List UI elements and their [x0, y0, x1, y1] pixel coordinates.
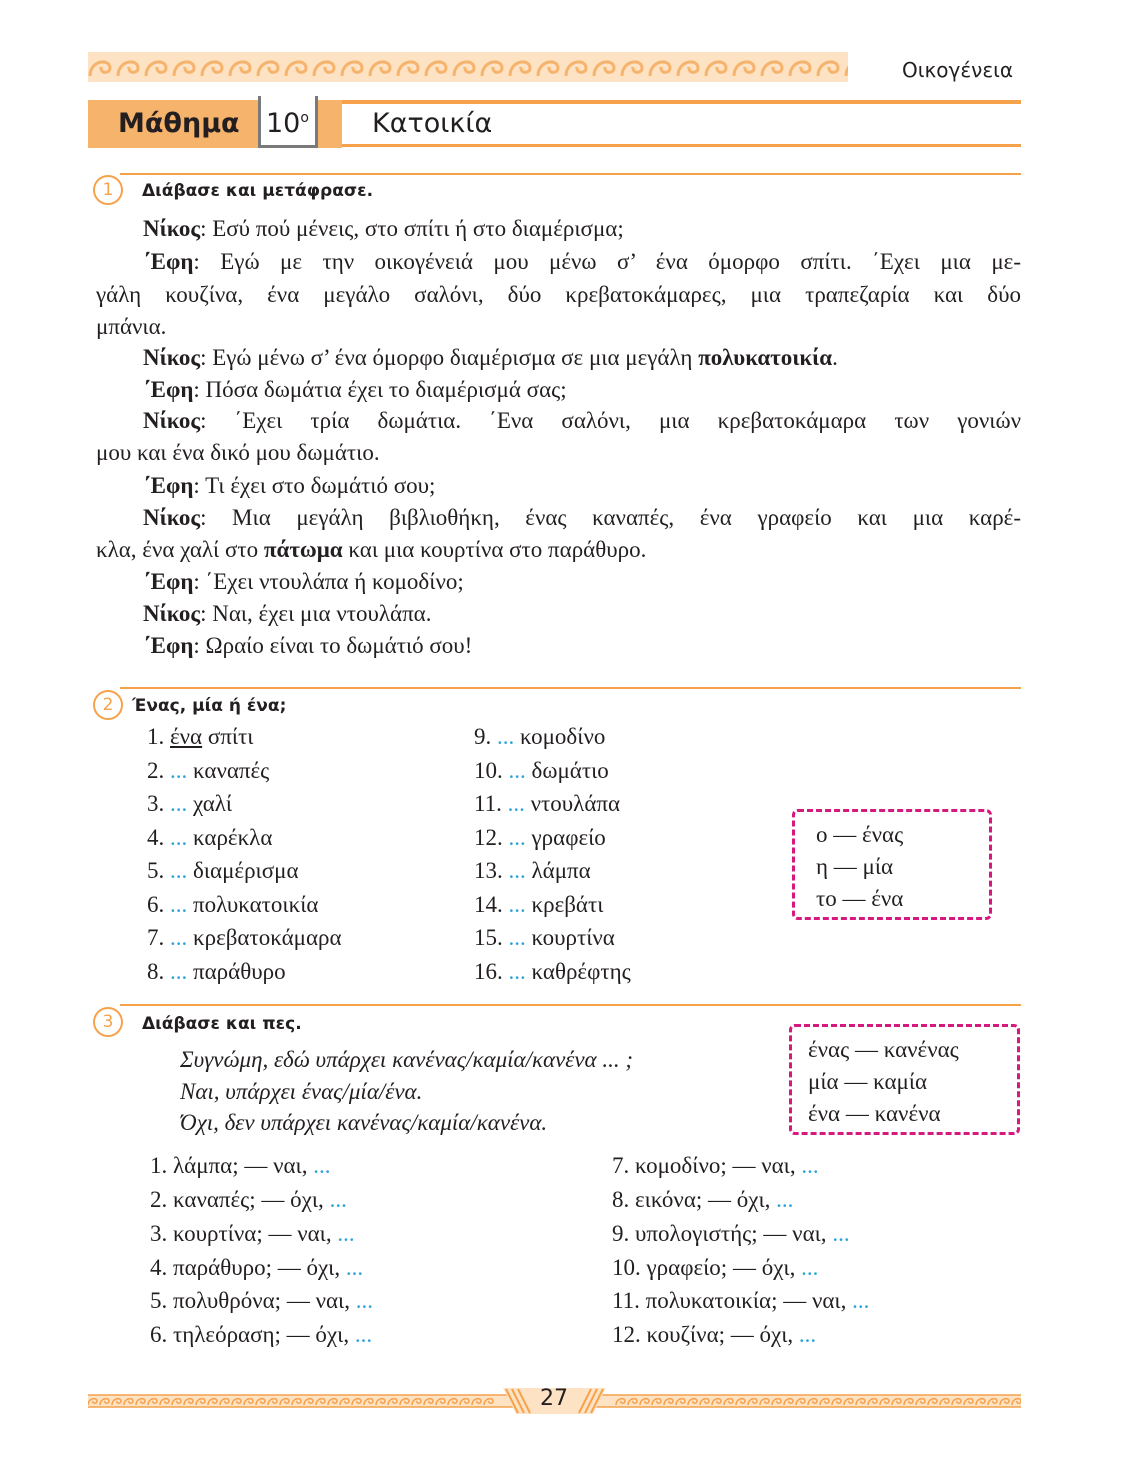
hint-line: μία — καμία: [808, 1069, 928, 1094]
indefinite-hint-box: [789, 1024, 1020, 1135]
list-item: 11. πολυκατοικία; — ναι, ...: [612, 1288, 870, 1313]
section-3-rule: [120, 1004, 1021, 1006]
dialogue-line: γάλη κουζίνα, ένα μεγάλο σαλόνι, δύο κρεβατοκάμαρες, μια τραπεζαρία και δύο: [96, 282, 1021, 307]
dialogue-line: ΄Εφη: Πόσα δωμάτια έχει το διαμέρισμά σας;: [143, 377, 567, 402]
list-item: 12. κουζίνα; — όχι, ...: [612, 1322, 817, 1347]
section-2-title: Ένας, μία ή ένα;: [132, 696, 287, 716]
hint-line: η — μία: [816, 854, 894, 879]
dialogue-line: κλα, ένα χαλί στο πάτωμα και μια κουρτίνα στο παράθυρο.: [96, 537, 647, 562]
hint-line: ένας — κανένας: [808, 1037, 959, 1062]
list-item: 4. ... καρέκλα: [147, 825, 273, 850]
example-line: Συγνώμη, εδώ υπάρχει κανένας/καμία/κανένα ... ;: [180, 1047, 634, 1072]
lesson-bar-bottom-line: [342, 144, 1021, 147]
dialogue-line: Νίκος: Ναι, έχει μια ντουλάπα.: [143, 601, 432, 626]
dialogue-line: ΄Εφη: Εγώ με την οικογένειά μου μένω σ’ ένα όμορφο σπίτι. ΄Εχει μια με-: [143, 249, 1021, 274]
section-2-number: 2: [93, 690, 123, 720]
list-item: 2. καναπές; — όχι, ...: [150, 1187, 347, 1212]
list-item: 6. ... πολυκατοικία: [147, 892, 319, 917]
list-item: 3. ... χαλί: [147, 791, 233, 816]
lesson-number: $10^o$: [266, 108, 309, 139]
lesson-bar-spacer: [318, 100, 342, 148]
section-1-title: Διάβασε και μετάφρασε.: [142, 181, 374, 201]
dialogue-line: ΄Εφη: Ωραίο είναι το δωμάτιό σου!: [143, 633, 473, 658]
article-hint-box: [792, 809, 992, 920]
lesson-topic: Κατοικία: [372, 108, 493, 139]
page-number: 27: [540, 1386, 568, 1411]
dialogue-line: Νίκος: Εγώ μένω σ’ ένα όμορφο διαμέρισμα σε μια μεγάλη πολυκατοικία.: [143, 345, 838, 370]
list-item: 7. κομοδίνο; — ναι, ...: [612, 1153, 819, 1178]
lesson-bar-top-line: [342, 100, 1021, 104]
list-item: 7. ... κρεβατοκάμαρα: [147, 925, 342, 950]
example-line: Ναι, υπάρχει ένας/μία/ένα.: [180, 1079, 423, 1104]
dialogue-line: μπάνια.: [96, 314, 167, 339]
list-item: 5. ... διαμέρισμα: [147, 858, 299, 883]
list-item: 8. εικόνα; — όχι, ...: [612, 1187, 794, 1212]
list-item: 15. ... κουρτίνα: [474, 925, 615, 950]
dialogue-line: ΄Εφη: ΄Εχει ντουλάπα ή κομοδίνο;: [143, 569, 464, 594]
dialogue-line: ΄Εφη: Τι έχει στο δωμάτιό σου;: [143, 473, 436, 498]
hint-line: το — ένα: [816, 886, 904, 911]
list-item: 10. ... δωμάτιο: [474, 758, 609, 783]
list-item: 14. ... κρεβάτι: [474, 892, 604, 917]
list-item: 5. πολυθρόνα; — ναι, ...: [150, 1288, 373, 1313]
list-item: 9. υπολογιστής; — ναι, ...: [612, 1221, 850, 1246]
example-line: Όχι, δεν υπάρχει κανένας/καμία/κανένα.: [180, 1110, 548, 1135]
dialogue-line: Νίκος: Εσύ πού μένεις, στο σπίτι ή στο διαμέρισμα;: [143, 216, 624, 241]
list-item: 3. κουρτίνα; — ναι, ...: [150, 1221, 355, 1246]
list-item: 6. τηλεόραση; — όχι, ...: [150, 1322, 373, 1347]
list-item: 9. ... κομοδίνο: [474, 724, 606, 749]
section-3-title: Διάβασε και πες.: [142, 1014, 302, 1034]
dialogue-line: Νίκος: ΄Εχει τρία δωμάτια. ΄Ενα σαλόνι, μια κρεβατοκάμαρα των γονιών: [143, 408, 1021, 433]
section-2-rule: [120, 687, 1021, 689]
list-item: 11. ... ντουλάπα: [474, 791, 621, 816]
lesson-label: Μάθημα: [118, 108, 240, 139]
list-item: 12. ... γραφείο: [474, 825, 606, 850]
section-3-number: 3: [93, 1007, 123, 1037]
section-1-number: 1: [93, 175, 123, 205]
dialogue-line: μου και ένα δικό μου δωμάτιο.: [96, 440, 380, 465]
list-item: 1. λάμπα; — ναι, ...: [150, 1153, 331, 1178]
list-item: 1. ένα σπίτι: [147, 724, 254, 749]
dialogue-line: Νίκος: Μια μεγάλη βιβλιοθήκη, ένας καναπές, ένα γραφείο και μια καρέ-: [143, 505, 1021, 530]
list-item: 13. ... λάμπα: [474, 858, 591, 883]
greek-wave-ornament: [88, 52, 848, 82]
list-item: 4. παράθυρο; — όχι, ...: [150, 1255, 364, 1280]
hint-line: ένα — κανένα: [808, 1101, 941, 1126]
list-item: 8. ... παράθυρο: [147, 959, 286, 984]
chapter-title: Οικογένεια: [902, 58, 1014, 82]
section-1-rule: [120, 173, 1021, 175]
list-item: 16. ... καθρέφτης: [474, 959, 631, 984]
hint-line: ο — ένας: [816, 822, 904, 847]
list-item: 10. γραφείο; — όχι, ...: [612, 1255, 819, 1280]
list-item: 2. ... καναπές: [147, 758, 270, 783]
